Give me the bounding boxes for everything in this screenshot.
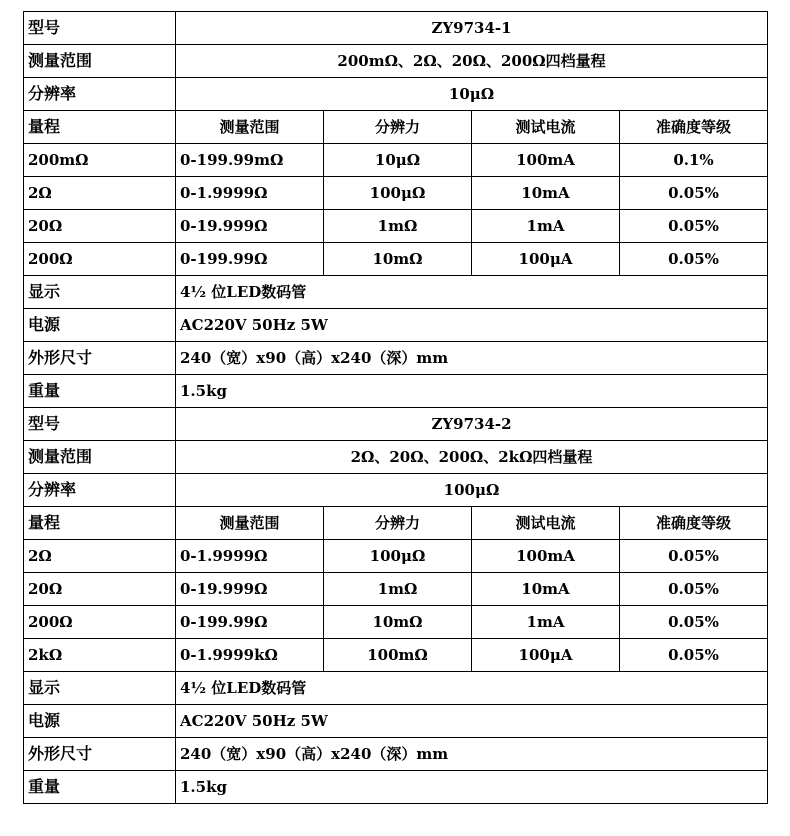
table-row [24, 540, 768, 573]
range-cell: 0-199.99Ω [176, 243, 324, 276]
power-value: AC220V 50Hz 5W [176, 705, 768, 738]
range-row [24, 441, 768, 474]
table-row [24, 639, 768, 672]
spec-sheet [23, 11, 767, 804]
scale-cell: 2kΩ [24, 639, 176, 672]
column-header-row [24, 111, 768, 144]
power-value: AC220V 50Hz 5W [176, 309, 768, 342]
model-value: ZY9734-2 [176, 408, 768, 441]
range-row [24, 45, 768, 78]
resolution-cell: 10mΩ [324, 243, 472, 276]
dimensions-value: 240（宽）x90（高）x240（深）mm [176, 342, 768, 375]
range-cell: 0-1.9999Ω [176, 540, 324, 573]
resolution-row [24, 78, 768, 111]
accuracy-cell: 0.05% [620, 639, 768, 672]
table-row [24, 606, 768, 639]
column-header: 准确度等级 [620, 111, 768, 144]
resolution-row [24, 474, 768, 507]
table-row [24, 573, 768, 606]
current-cell: 100mA [472, 144, 620, 177]
current-cell: 100mA [472, 540, 620, 573]
accuracy-cell: 0.05% [620, 606, 768, 639]
range-cell: 0-19.999Ω [176, 573, 324, 606]
scale-cell: 20Ω [24, 573, 176, 606]
dimensions-label: 外形尺寸 [24, 738, 176, 771]
column-header: 准确度等级 [620, 507, 768, 540]
accuracy-cell: 0.05% [620, 210, 768, 243]
weight-label: 重量 [24, 375, 176, 408]
range-value: 200mΩ、2Ω、20Ω、200Ω四档量程 [176, 45, 768, 78]
weight-row [24, 375, 768, 408]
model-label: 型号 [24, 12, 176, 45]
resolution-value: 100μΩ [176, 474, 768, 507]
display-value: 4½ 位LED数码管 [176, 672, 768, 705]
weight-value: 1.5kg [176, 771, 768, 804]
current-cell: 100μA [472, 639, 620, 672]
range-cell: 0-1.9999Ω [176, 177, 324, 210]
resolution-label: 分辨率 [24, 78, 176, 111]
model-label: 型号 [24, 408, 176, 441]
range-value: 2Ω、20Ω、200Ω、2kΩ四档量程 [176, 441, 768, 474]
resolution-cell: 1mΩ [324, 210, 472, 243]
current-cell: 1mA [472, 210, 620, 243]
column-header: 测量范围 [176, 111, 324, 144]
power-row [24, 309, 768, 342]
column-header: 量程 [24, 111, 176, 144]
column-header: 分辨力 [324, 507, 472, 540]
current-cell: 1mA [472, 606, 620, 639]
table-row [24, 144, 768, 177]
resolution-value: 10μΩ [176, 78, 768, 111]
scale-cell: 20Ω [24, 210, 176, 243]
display-value: 4½ 位LED数码管 [176, 276, 768, 309]
range-cell: 0-199.99Ω [176, 606, 324, 639]
dimensions-value: 240（宽）x90（高）x240（深）mm [176, 738, 768, 771]
scale-cell: 200Ω [24, 243, 176, 276]
model-row [24, 408, 768, 441]
display-row [24, 276, 768, 309]
scale-cell: 2Ω [24, 540, 176, 573]
weight-row [24, 771, 768, 804]
current-cell: 10mA [472, 177, 620, 210]
resolution-cell: 100mΩ [324, 639, 472, 672]
resolution-cell: 100μΩ [324, 540, 472, 573]
column-header: 分辨力 [324, 111, 472, 144]
accuracy-cell: 0.05% [620, 177, 768, 210]
accuracy-cell: 0.1% [620, 144, 768, 177]
range-cell: 0-19.999Ω [176, 210, 324, 243]
table-row [24, 210, 768, 243]
power-row [24, 705, 768, 738]
model-value: ZY9734-1 [176, 12, 768, 45]
table-row [24, 177, 768, 210]
display-label: 显示 [24, 276, 176, 309]
scale-cell: 2Ω [24, 177, 176, 210]
resolution-cell: 100μΩ [324, 177, 472, 210]
column-header: 测试电流 [472, 507, 620, 540]
model-row [24, 12, 768, 45]
accuracy-cell: 0.05% [620, 243, 768, 276]
dimensions-row [24, 738, 768, 771]
column-header: 测量范围 [176, 507, 324, 540]
range-label: 测量范围 [24, 441, 176, 474]
spec-table [23, 11, 768, 804]
display-row [24, 672, 768, 705]
resolution-cell: 10μΩ [324, 144, 472, 177]
accuracy-cell: 0.05% [620, 540, 768, 573]
power-label: 电源 [24, 309, 176, 342]
range-label: 测量范围 [24, 45, 176, 78]
scale-cell: 200mΩ [24, 144, 176, 177]
current-cell: 10mA [472, 573, 620, 606]
range-cell: 0-199.99mΩ [176, 144, 324, 177]
column-header: 量程 [24, 507, 176, 540]
power-label: 电源 [24, 705, 176, 738]
display-label: 显示 [24, 672, 176, 705]
resolution-label: 分辨率 [24, 474, 176, 507]
range-cell: 0-1.9999kΩ [176, 639, 324, 672]
weight-label: 重量 [24, 771, 176, 804]
resolution-cell: 1mΩ [324, 573, 472, 606]
resolution-cell: 10mΩ [324, 606, 472, 639]
column-header-row [24, 507, 768, 540]
current-cell: 100μA [472, 243, 620, 276]
accuracy-cell: 0.05% [620, 573, 768, 606]
table-row [24, 243, 768, 276]
dimensions-label: 外形尺寸 [24, 342, 176, 375]
dimensions-row [24, 342, 768, 375]
scale-cell: 200Ω [24, 606, 176, 639]
column-header: 测试电流 [472, 111, 620, 144]
weight-value: 1.5kg [176, 375, 768, 408]
